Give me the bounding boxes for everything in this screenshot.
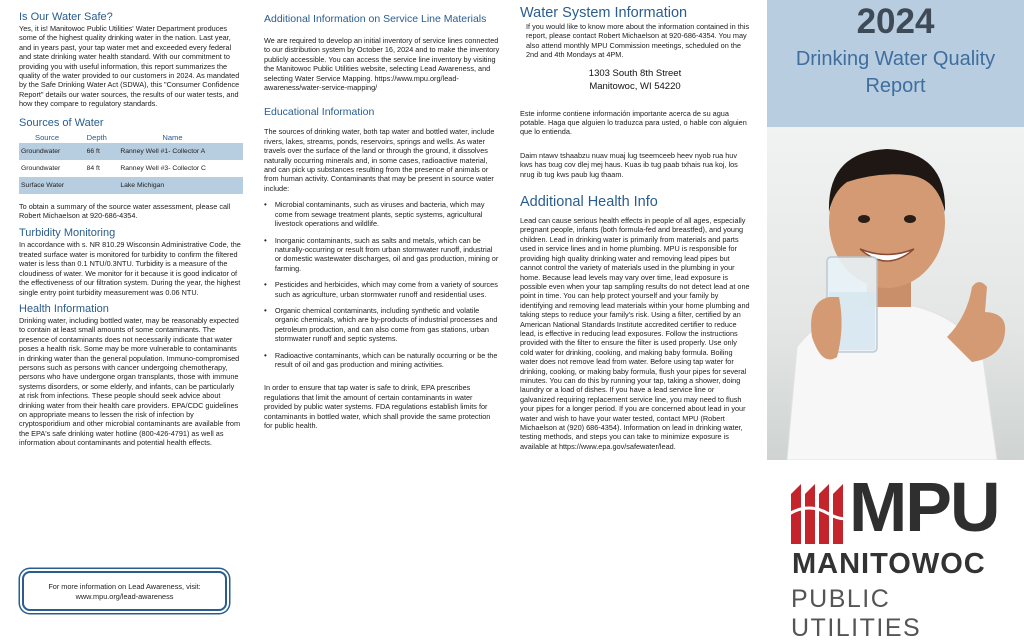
spanish-notice: Este informe contiene información importante acerca de su agua potable. Haga que alguien lo traduzca para usted, o hable con alguien que lo entienda. (520, 108, 747, 137)
educational-heading: Educational Information (264, 106, 375, 119)
report-title-line2: Report (865, 75, 926, 97)
child-drinking-water-photo (767, 127, 1024, 460)
service-line-text: We are required to develop an initial inventory of service lines connected to our distribution system by October 16, 2024 and to make the inventory publicly accessible. You can access the service line inventory by visiting the Manitowoc Public Utilities website, selecting Lead Awareness, and selecting Water Service Mapping. https://www.mpu.org/lead-awareness/water-service-mapping/ (264, 36, 500, 93)
lead-awareness-box (22, 571, 227, 611)
turbidity-heading: Turbidity Monitoring (19, 227, 116, 240)
name-cell: Ranney Well #3- Collector C (120, 164, 206, 172)
address-line2: Manitowoc, WI 54220 (589, 80, 681, 92)
system-heading: Water System Information (520, 5, 688, 21)
lead-box-line1: For more information on Lead Awareness, visit: (48, 582, 201, 591)
sources-heading: Sources of Water (19, 116, 104, 129)
depth-cell: 84 ft (86, 164, 100, 172)
depth-cell (85, 177, 119, 194)
bullet-icon: • (264, 350, 267, 360)
list-item: • Radioactive contaminants, which can be naturally occurring or be the result of oil and gas production and mining activities. (264, 350, 498, 369)
assessment-text: To obtain a summary of the source water assessment, please call Robert Michaelson at 920-686-4354. (19, 201, 231, 221)
address-line1: 1303 South 8th Street (588, 67, 682, 79)
report-year: 2024 (856, 2, 935, 41)
list-item: • Microbial contaminants, such as viruses and bacteria, which may come from sewage treatment plants, septic systems, agricultural livestock operations and wildlife. (264, 200, 485, 229)
bullet-icon: • (264, 200, 267, 210)
service-line-heading: Additional Information on Service Line Materials (264, 13, 487, 25)
table-row (19, 160, 243, 177)
safe-text: Yes, it is! Manitowoc Public Utilities' Water Department produces some of the highest quality drinking water in the nation. Last year, and in years past, your tap water met and exceeded every federal and state drinking water health standard. With our commitment to providing you with useful information, this report summarizes the quality of the water provided to our customers in 2024. As mandated by the Safe Drinking Water Act (SDWA), this "Consumer Confidence Report" details our water sources, the results of our water tests, and how they compare to regulatory standards. (19, 24, 240, 109)
health-heading: Health Information (19, 302, 109, 315)
safe-heading: Is Our Water Safe? (19, 11, 113, 23)
lead-health-heading: Additional Health Info (520, 194, 658, 211)
name-col-header: Name (162, 132, 183, 142)
bullet-icon: • (264, 280, 267, 290)
mpu-logo-mark (789, 474, 849, 544)
source-col-header: Source (35, 132, 60, 142)
depth-cell: 66 ft (85, 143, 119, 160)
turbidity-text: In accordance with s. NR 810.29 Wisconsin Administrative Code, the treated surface water is monitored for turbidity to confirm the filtered water is less than 0.1 NTU/0.3NTU. Turbidity is a measure of the cloudiness of water. We monitor for it because it is good indicator of the effectiveness of our filtration system. During the year, the highest single entry point turbidity measurement was 0.06 NTU. (19, 240, 241, 297)
column-education (264, 0, 500, 430)
mpu-logo-text: MPU (849, 468, 999, 546)
name-cell: Lake Michigan (118, 177, 243, 194)
report-title-line1: Drinking Water Quality (795, 48, 996, 70)
bullet-icon: • (264, 235, 267, 245)
lead-health-text: Lead can cause serious health effects in people of all ages, especially pregnant people, infants (both formula-fed and breastfed), and young children. Lead in drinking water is primarily from materials and parts used in service lines and in home plumbing. MPU is responsible for providing high quality drinking water and removing lead pipes but cannot control the variety of materials used in the plumbing in your home. Because lead levels may vary over time, lead exposure is possible even when your tap sampling results do not detect lead at one point in time. You can help protect yourself and your family by identifying and removing lead materials within your home plumbing and taking steps to reduce your family's risk. Using a filter, certified by an American National Standards Institute accredited certifier to reduce lead, is effective in reducing lead exposures. Follow the instructions provided with the filter to ensure the filter is used properly. Use only cold water for drinking, cooking, and making baby formula. Boiling water does not remove lead from water. Before using tap water for drinking, cooking, or making baby formula, flush your pipes for several minutes. You can do this by running your tap, taking a shower, doing laundry or a load of dishes. If you have a lead service line or galvanized requiring replacement service line, you may need to flush your pipes for a longer period. If you are concerned about lead in your water and wish to have your water tested, contact MPU (Robert Michaelson at (920) 686-4354). Information on lead in drinking water, testing methods, and steps you can take to minimize exposure is available at https://www.epa.gov/safewater/lead. (520, 216, 750, 451)
depth-col-header: Depth (86, 132, 107, 142)
child-illustration (767, 127, 1024, 460)
hmong-notice: Daim ntawv tshaabzu nuav muaj lug tseemceeb heev nyob rua huv kws has txug cov dlej mej haus. Kuas ib tug paab txhais rua koj, los nrug ib tug kws paub lug thaam. (520, 150, 738, 179)
source-cell: Surface Water (19, 177, 85, 194)
educational-text: The sources of drinking water, both tap water and bottled water, include rivers, lakes, streams, ponds, reservoirs, springs and wells. As water travels over the surface of the land or through the ground, it dissolves naturally occurring minerals and, in some cases, radioactive material, and can pick up substances resulting from the presence of animals or from human activity. Contaminants that may be present in source water include: (264, 127, 495, 193)
table-row (19, 143, 243, 160)
cover-band (767, 0, 1024, 127)
name-cell: Ranney Well #1- Collector A (118, 143, 243, 160)
address (520, 67, 750, 93)
bullet-icon: • (264, 305, 267, 315)
list-item: • Organic chemical contaminants, including synthetic and volatile organic chemicals, which are by-products of industrial processes and petroleum production, and can also come from gas stations, urban stormwater runoff and septic systems. (264, 305, 498, 344)
list-item: • Inorganic contaminants, such as salts and metals, which can be naturally-occurring or result from urban stormwater runoff, industrial or domestic wastewater discharges, oil and gas production, mining or farming. (264, 235, 499, 273)
sources-table (19, 132, 243, 194)
source-cell: Groundwater (19, 143, 85, 160)
system-text: If you would like to know more about the information contained in this report, please contact Robert Michaelson at 920-686-4354. You may also attend monthly MPU Commission meetings, scheduled on the 2nd and 4th Mondays at 4PM. (526, 22, 750, 60)
report-title (767, 46, 1024, 100)
logo-manitowoc: MANITOWOC (792, 548, 986, 580)
column-system-info (520, 0, 750, 451)
list-item: • Pesticides and herbicides, which may come from a variety of sources such as agriculture, urban stormwater runoff and residential uses. (264, 280, 498, 299)
epa-text: In order to ensure that tap water is safe to drink, EPA prescribes regulations that limit the amount of certain contaminants in water provided by public water systems. FDA regulations establish limits for contaminants in bottled water, which shall provide the same protection for public health. (264, 383, 491, 430)
source-cell: Groundwater (21, 164, 61, 172)
logo-public-utilities: PUBLIC UTILITIES (791, 585, 922, 642)
cover-panel (767, 0, 1024, 642)
lead-awareness-link[interactable]: www.mpu.org/lead-awareness (75, 592, 174, 601)
health-text: Drinking water, including bottled water, may be reasonably expected to contain at least small amounts of some contaminants. The presence of contaminants does not necessarily indicate that water poses a health risk. Some may be more vulnerable to contaminants in drinking water than the general population. Immuno-compromised persons such as persons with cancer undergoing chemotherapy, persons who have undergone organ transplants, those with immune systems disorders, or some elderly, and infants, can be particularly at risk from infections. These people should seek advice about drinking water from their health care providers. EPA/CDC guidelines on appropriate means to lessen the risk of infection by cryptosporidium and other microbial contaminants are available from the EPA's safe drinking water hotline (800-426-4791) as well as information about contaminants and potential health effects. (19, 315, 241, 448)
column-safety (19, 0, 241, 448)
table-row (19, 177, 243, 194)
